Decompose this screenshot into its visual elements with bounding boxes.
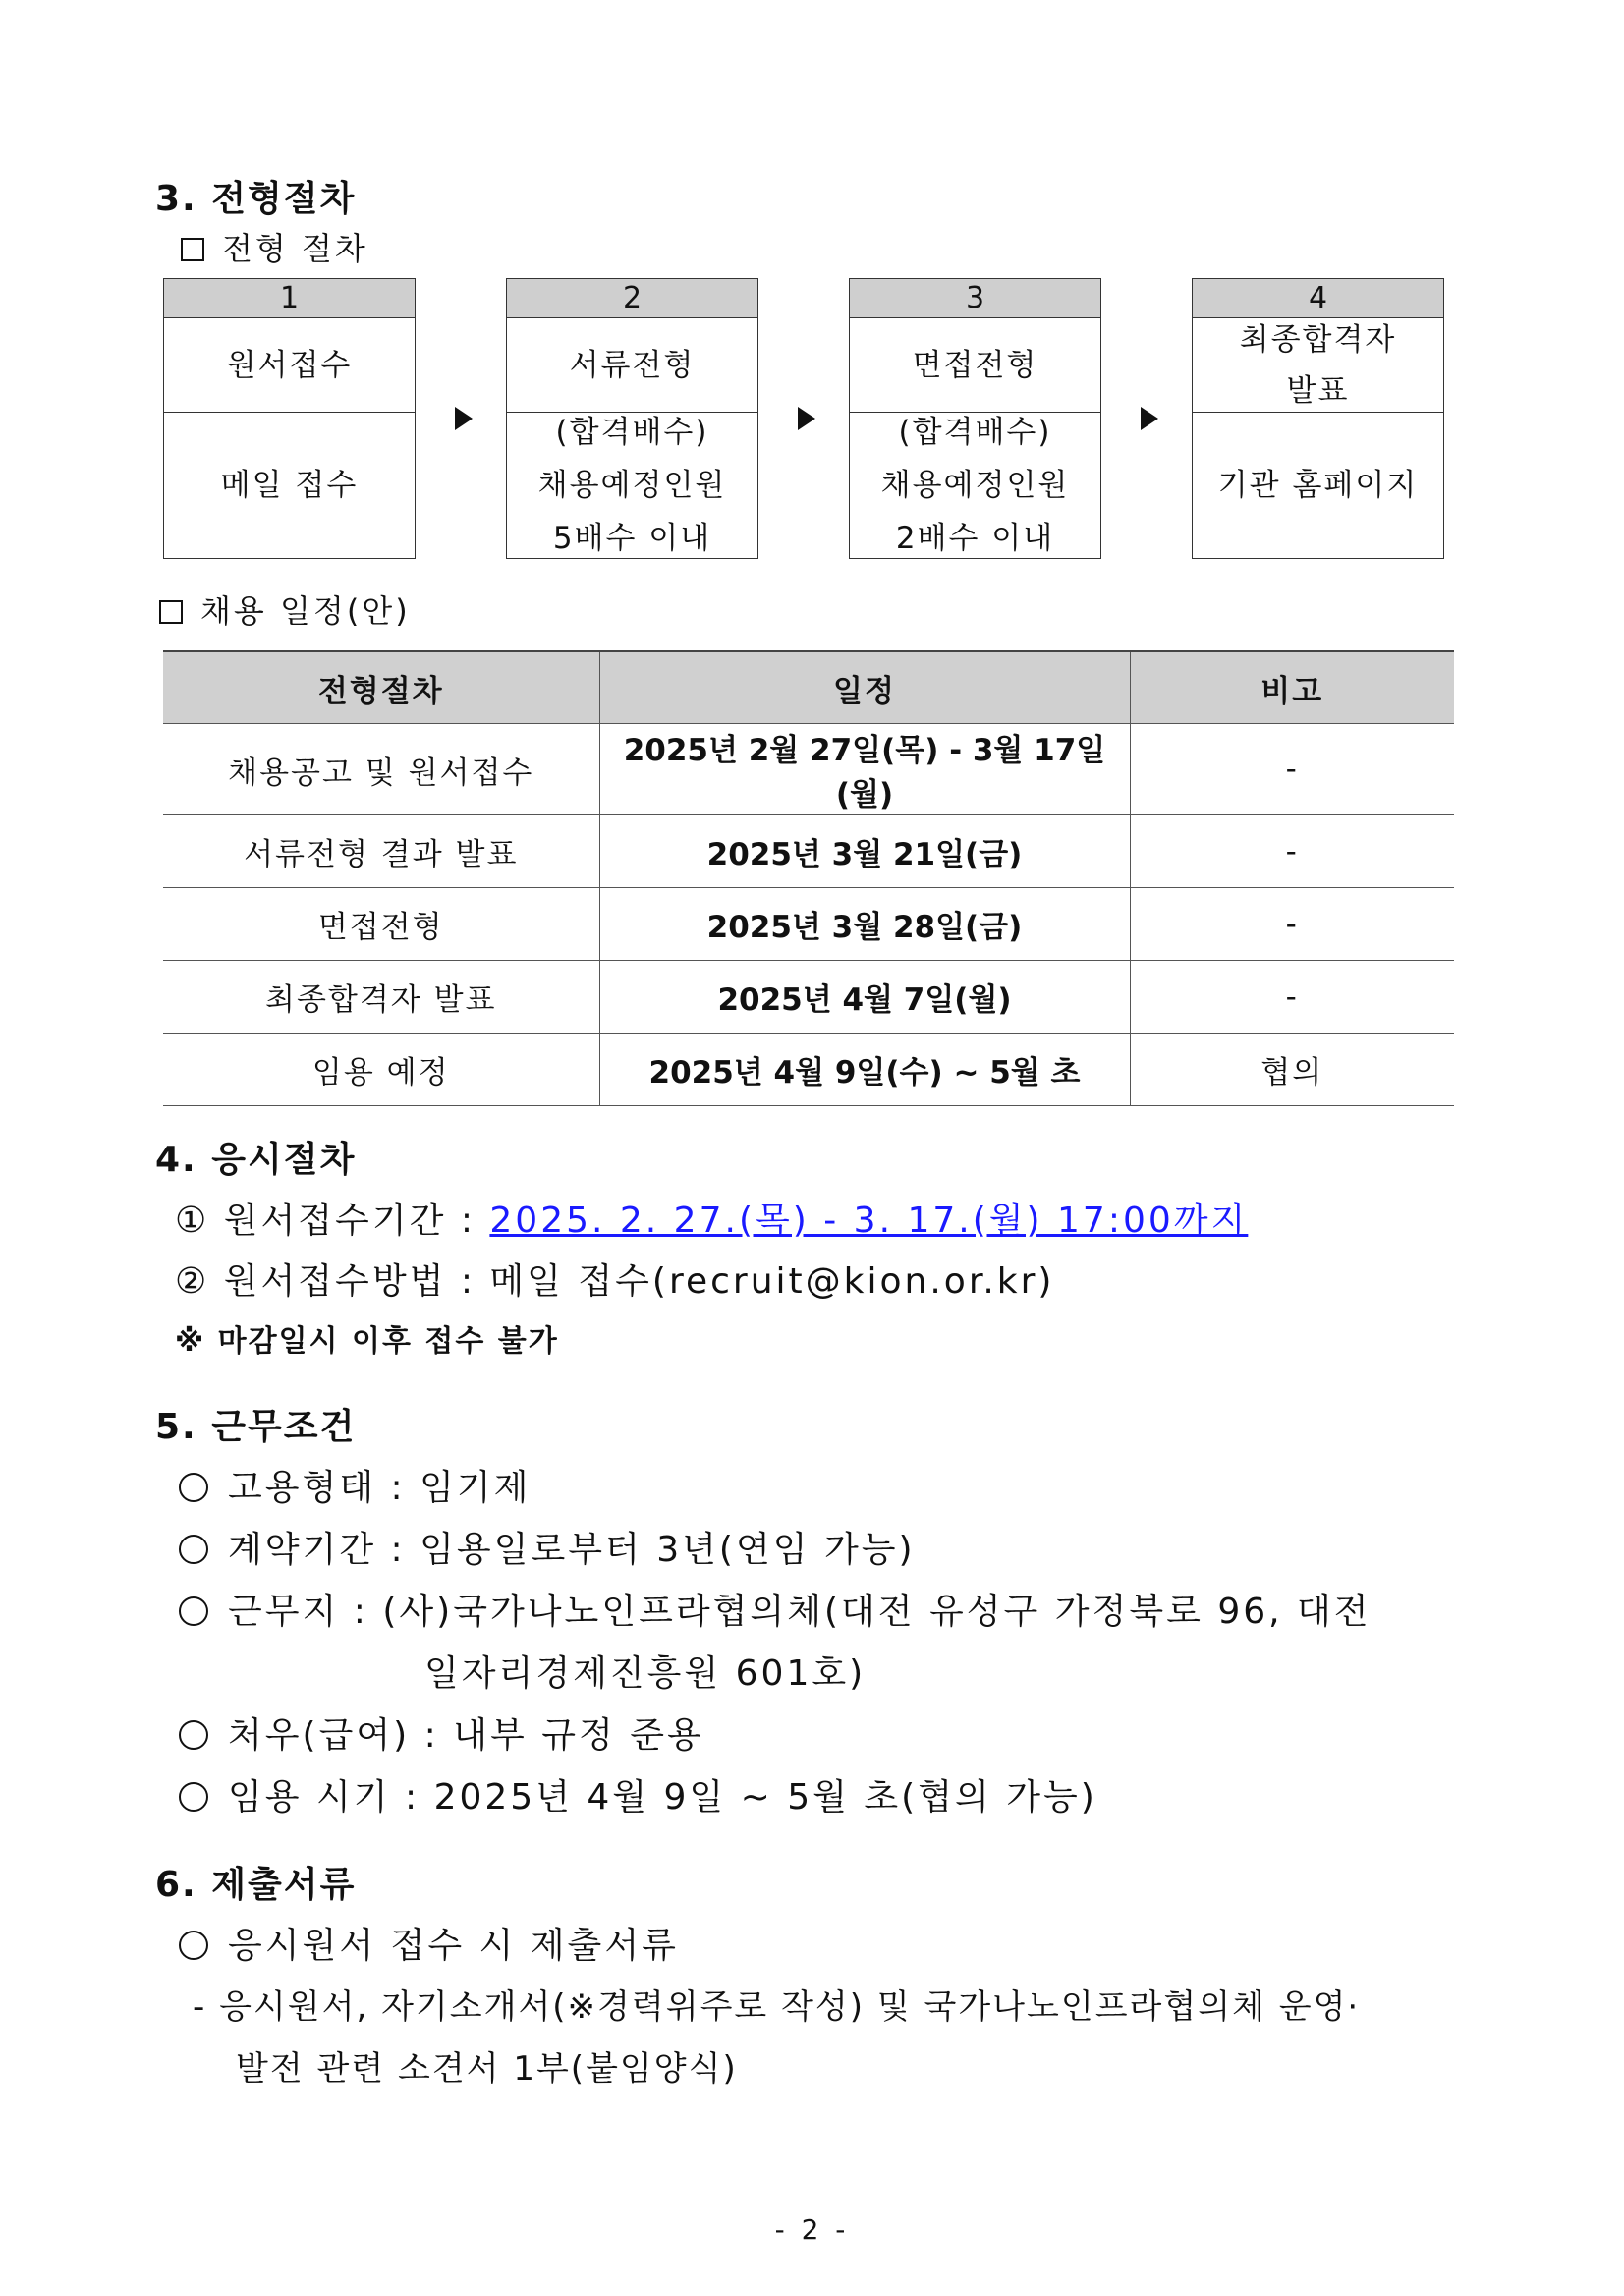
process-step-4 (1192, 278, 1444, 559)
condition-text: 고용형태 : 임기제 (228, 1468, 532, 1508)
process-heading (181, 224, 368, 269)
column-header: 비고 (1130, 651, 1454, 724)
step-name-line: 발표 (1286, 372, 1350, 409)
circle-bullet-icon (179, 1931, 208, 1960)
application-period-link[interactable]: 2025. 2. 27.(목) - 3. 17.(월) 17:00까지 (489, 1201, 1249, 1241)
step-desc-line: 메일 접수 (220, 468, 359, 503)
step-desc-line: (합격배수) (898, 415, 1052, 450)
salary (179, 1708, 704, 1758)
table-cell: 2025년 2월 27일(목) - 3월 17일(월) (599, 724, 1130, 815)
circle-bullet-icon (179, 1473, 208, 1502)
table-row (163, 815, 1454, 888)
table-cell: - (1130, 961, 1454, 1034)
step-number: 4 (1193, 279, 1443, 318)
schedule-heading (159, 587, 411, 632)
table-cell: 2025년 3월 21일(금) (599, 815, 1130, 888)
process-step-2 (506, 278, 758, 559)
step-desc-line: 채용예정인원 (537, 468, 727, 503)
table-cell: - (1130, 815, 1454, 888)
table-header-row (163, 651, 1454, 724)
deadline-note: ※ 마감일시 이후 접수 불가 (175, 1324, 559, 1359)
step-desc (507, 413, 757, 558)
step-desc-line: (합격배수) (555, 415, 709, 450)
condition-text: 임용 시기 : 2025년 4월 9일 ~ 5월 초(협의 가능) (228, 1777, 1097, 1818)
table-cell: 서류전형 결과 발표 (163, 815, 599, 888)
table-cell: - (1130, 888, 1454, 961)
step-desc (850, 413, 1100, 558)
table-cell: 2025년 3월 28일(금) (599, 888, 1130, 961)
section-4-title: 4. 응시절차 (155, 1140, 357, 1180)
section-3-title: 3. 전형절차 (155, 179, 357, 219)
table-cell: 2025년 4월 7일(월) (599, 961, 1130, 1034)
step-desc (1193, 413, 1443, 558)
application-method: ② 원서접수방법 : 메일 접수(recruit@kion.or.kr) (175, 1261, 1055, 1302)
arrow-right-icon (455, 407, 473, 430)
documents-detail-line1: - 응시원서, 자기소개서(※경력위주로 작성) 및 국가나노인프라협의체 운영· (193, 1988, 1361, 2027)
circle-bullet-icon (179, 1596, 208, 1626)
application-period (175, 1193, 1248, 1243)
documents-item-text: 응시원서 접수 시 제출서류 (228, 1926, 679, 1966)
table-row (163, 1034, 1454, 1106)
step-name (850, 318, 1100, 413)
step-name-line: 면접전형 (912, 347, 1038, 383)
table-row (163, 724, 1454, 815)
start-date (179, 1769, 1097, 1820)
contract-period (179, 1522, 916, 1572)
step-name-line: 서류전형 (569, 347, 696, 383)
step-name (1193, 318, 1443, 413)
documents-detail-line2: 발전 관련 소견서 1부(붙임양식) (236, 2049, 738, 2089)
column-header: 일정 (599, 651, 1130, 724)
page-number: - 2 - (774, 2213, 850, 2246)
process-step-3 (849, 278, 1101, 559)
table-cell: - (1130, 724, 1454, 815)
documents-item (179, 1918, 679, 1968)
schedule-table (163, 650, 1454, 1106)
table-cell: 채용공고 및 원서접수 (163, 724, 599, 815)
circle-bullet-icon (179, 1535, 208, 1564)
step-name (164, 318, 415, 413)
application-period-label: ① 원서접수기간 : (175, 1201, 490, 1241)
condition-text: 근무지 : (사)국가나노인프라협의체(대전 유성구 가정북로 96, 대전 (228, 1592, 1372, 1632)
circle-bullet-icon (179, 1782, 208, 1812)
condition-text: 계약기간 : 임용일로부터 3년(연임 가능) (228, 1530, 916, 1570)
step-desc-line: 5배수 이내 (552, 521, 712, 556)
step-name-line: 원서접수 (226, 347, 353, 383)
table-row (163, 961, 1454, 1034)
step-desc-line: 2배수 이내 (895, 521, 1055, 556)
table-row (163, 888, 1454, 961)
table-cell: 2025년 4월 9일(수) ~ 5월 초 (599, 1034, 1130, 1106)
circle-bullet-icon (179, 1720, 208, 1750)
column-header: 전형절차 (163, 651, 599, 724)
schedule-heading-text: 채용 일정(안) (200, 592, 411, 630)
checkbox-square-icon (159, 600, 183, 624)
step-desc-line: 채용예정인원 (880, 468, 1070, 503)
section-5-title: 5. 근무조건 (155, 1407, 357, 1447)
arrow-right-icon (798, 407, 815, 430)
step-name-line: 최종합격자 (1239, 321, 1397, 358)
workplace-continued: 일자리경제진흥원 601호) (424, 1653, 867, 1694)
step-number: 3 (850, 279, 1100, 318)
section-6-title: 6. 제출서류 (155, 1865, 357, 1905)
step-name (507, 318, 757, 413)
process-heading-text: 전형 절차 (222, 230, 368, 267)
workplace (179, 1584, 1372, 1634)
step-number: 2 (507, 279, 757, 318)
step-number: 1 (164, 279, 415, 318)
table-cell: 협의 (1130, 1034, 1454, 1106)
step-desc (164, 413, 415, 558)
condition-text: 처우(급여) : 내부 규정 준용 (228, 1715, 704, 1756)
process-step-1 (163, 278, 416, 559)
table-cell: 임용 예정 (163, 1034, 599, 1106)
table-cell: 최종합격자 발표 (163, 961, 599, 1034)
checkbox-square-icon (181, 238, 204, 261)
table-cell: 면접전형 (163, 888, 599, 961)
step-desc-line: 기관 홈페이지 (1217, 468, 1419, 503)
employment-type (179, 1460, 531, 1510)
arrow-right-icon (1141, 407, 1158, 430)
